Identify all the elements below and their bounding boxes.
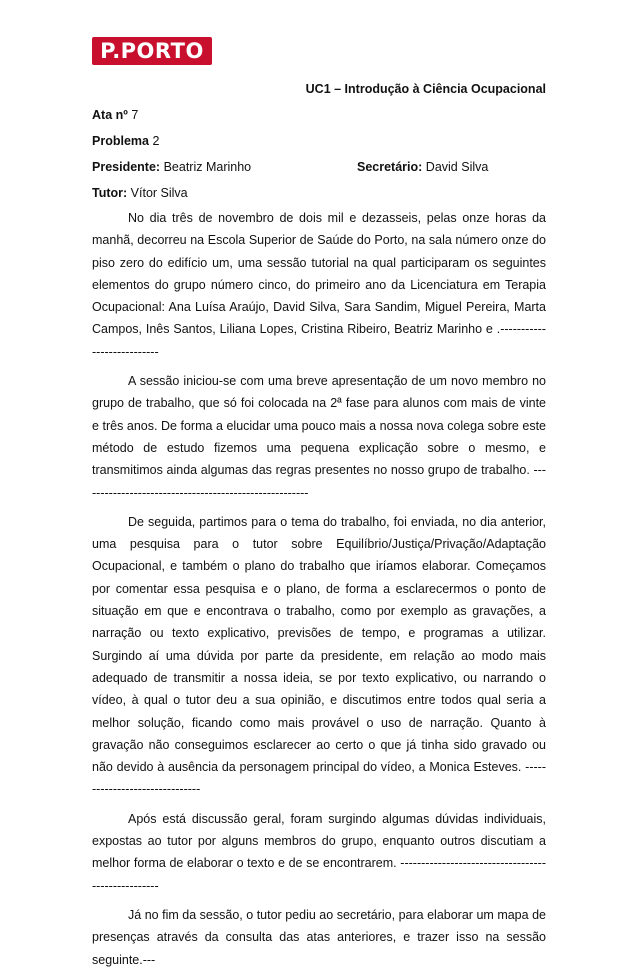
tutor-value: Vítor Silva (130, 186, 188, 200)
paragraph-closing: Já no fim da sessão, o tutor pediu ao secretário, para elaborar um mapa de presenças através da consulta das atas anteriores, e trazer isso na sessão seguinte.--- (92, 907, 546, 967)
secretario-label: Secretário: (357, 160, 423, 174)
secretario-field (357, 160, 488, 174)
tutor-label: Tutor: (92, 186, 128, 200)
ata-value: 7 (131, 108, 139, 122)
paragraph-opening: No dia três de novembro de dois mil e dezasseis, pelas onze horas da manhã, decorreu na Escola Superior de Saúde do Porto, na sala número onze do piso zero do edifício um, uma sessão tutorial na qual participaram os seguintes elementos do grupo número cinco, do primeiro ano da Licenciatura em Terapia Ocupacional: Ana Luísa Araújo, David Silva, Sara Sandim, Miguel Pereira, Marta Campos, Inês Santos, Liliana Lopes, Cristina Ribeiro, Beatriz Marinho e .--------------------------- (92, 211, 546, 359)
presidente-label: Presidente: (92, 160, 161, 174)
presidente-field (92, 160, 251, 174)
minutes-body (92, 207, 546, 978)
course-title: UC1 – Introdução à Ciência Ocupacional (305, 82, 546, 96)
problema-number (92, 134, 159, 148)
paragraph-session-start: A sessão iniciou-se com uma breve apresentação de um novo membro no grupo de trabalho, que só foi colocada na 2ª fase para alunos com mais de vinte e três anos. De forma a elucidar uma pouco mais a nossa nova colega sobre este método de estudo fizemos uma pequena explicação sobre o mesmo, e transmitimos ainda algumas das regras presentes no nosso grupo de trabalho. ------------------------------------------------------- (92, 374, 546, 500)
p-porto-logo: P.PORTO (92, 37, 212, 65)
ata-number (92, 108, 138, 122)
tutor-field (92, 186, 188, 200)
ata-label: Ata nº (92, 108, 128, 122)
problema-value: 2 (152, 134, 160, 148)
presidente-value: Beatriz Marinho (163, 160, 252, 174)
paragraph-individual-doubts: Após está discussão geral, foram surgindo algumas dúvidas individuais, expostas ao tutor por alguns membros do grupo, enquanto outros discutiam a melhor forma de elaborar o texto e de se encontrarem. --------------------------------------------------- (92, 811, 546, 893)
problema-label: Problema (92, 134, 149, 148)
paragraph-work-topic: De seguida, partimos para o tema do trabalho, foi enviada, no dia anterior, uma pesquisa para o tutor sobre Equilíbrio/Justiça/Privação/Adaptação Ocupacional, e também o plano do trabalho que iríamos elaborar. Começamos por comentar essa pesquisa e o plano, de forma a esclarecermos o ponto de situação em que e encontrava o trabalho, como por exemplo as gravações, a narração ou texto explicativo, previsões de tempo, e programas a utilizar. Surgindo aí uma dúvida por parte da presidente, em relação ao modo mais adequado de transmitir a nossa ideia, se por texto explicativo, ou narrando o vídeo, à qual o tutor deu a sua opinião, e discutimos entre todos qual seria a melhor solução, ficando como mais provável o uso de narração. Quanto à gravação não conseguimos esclarecer ao certo o que já tinha sido gravado ou não devido à ausência da personagem principal do vídeo, a Monica Esteves. ------------------------------- (92, 514, 546, 797)
secretario-value: David Silva (425, 160, 489, 174)
